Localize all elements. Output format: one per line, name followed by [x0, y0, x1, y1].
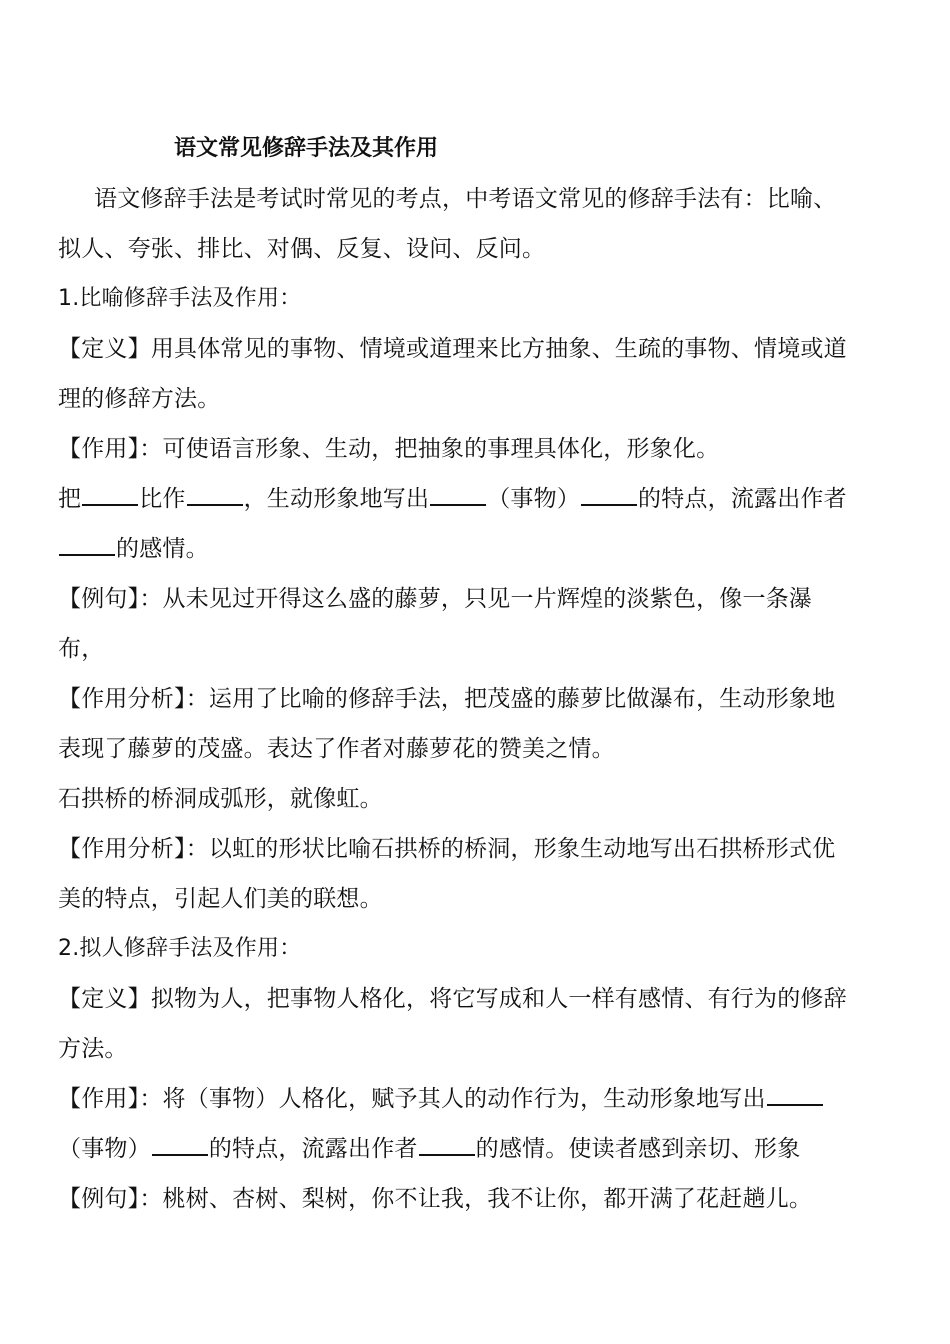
section2-heading: 2.拟人修辞手法及作用：: [58, 936, 302, 961]
template-part: ，生动形象地写出: [243, 486, 430, 512]
intro-paragraph: 语文修辞手法是考试时常见的考点，中考语文常见的修辞手法有：比喻、拟人、夸张、排比、对偶、反复、设问、反问。: [58, 186, 837, 262]
definition-text: 用具体常见的事物、情境或道理来比方抽象、生疏的事物、情境或道理的修辞方法。: [58, 336, 847, 412]
fill-blank: [767, 1082, 823, 1106]
section2-effect: [58, 1074, 850, 1174]
section1-analysis1: [58, 674, 850, 774]
section1-template: [58, 474, 850, 574]
definition-label: 【定义】: [58, 986, 151, 1012]
section1-analysis2: [58, 824, 850, 924]
section2-definition: [58, 974, 850, 1074]
definition-label: 【定义】: [58, 336, 151, 362]
section2-example: [58, 1174, 850, 1224]
document-page: [58, 124, 850, 1224]
example-text: ：桃树、杏树、梨树，你不让我，我不让你，都开满了花赶趟儿。: [139, 1186, 813, 1212]
effect-label: 【作用】: [58, 1086, 140, 1112]
analysis-text: ：运用了比喻的修辞手法，把茂盛的藤萝比做瀑布，生动形象地表现了藤萝的茂盛。表达了作者对藤萝花的赞美之情。: [58, 686, 836, 762]
effect-text: 可使语言形象、生动，把抽象的事理具体化，形象化。: [162, 436, 720, 462]
template-part: 把: [58, 486, 82, 512]
fill-blank: [581, 482, 637, 506]
document-title: 语文常见修辞手法及其作用: [174, 136, 439, 161]
section1-heading: 1.比喻修辞手法及作用：: [58, 286, 302, 311]
effect-text-part: （事物）: [58, 1136, 151, 1162]
section1-effect: [58, 424, 850, 474]
analysis-text: ：以虹的形状比喻石拱桥的桥洞，形象生动地写出石拱桥形式优美的特点，引起人们美的联想。: [58, 836, 836, 912]
definition-text: 拟物为人，把事物人格化，将它写成和人一样有感情、有行为的修辞方法。: [58, 986, 847, 1062]
fill-blank: [187, 482, 243, 506]
effect-text: ：将（事物）人格化，赋予其人的动作行为，生动形象地写出: [139, 1086, 766, 1112]
section1-example: [58, 574, 850, 674]
fill-blank: [59, 532, 115, 556]
template-part: 的感情。: [116, 536, 209, 562]
example-label: 【例句】: [58, 586, 140, 612]
section1-definition: [58, 324, 850, 424]
fill-blank: [430, 482, 486, 506]
section1-example2: 石拱桥的桥洞成弧形，就像虹。: [58, 786, 383, 812]
fill-blank: [152, 1132, 208, 1156]
template-part: （事物）: [487, 486, 581, 512]
template-part: 的特点，流露出作者: [638, 486, 847, 512]
effect-text-part: 的感情。使读者感到亲切、形象: [475, 1136, 801, 1162]
analysis-label: 【作用分析】: [58, 836, 186, 862]
template-part: 比作: [139, 486, 186, 512]
effect-label: 【作用】：: [58, 436, 163, 462]
analysis-label: 【作用分析】: [58, 686, 186, 712]
effect-text-part: 的特点，流露出作者: [208, 1136, 418, 1162]
example-label: 【例句】: [58, 1186, 140, 1212]
example-text: ：从未见过开得这么盛的藤萝，只见一片辉煌的淡紫色，像一条瀑布，: [58, 586, 813, 662]
fill-blank: [82, 482, 138, 506]
fill-blank: [419, 1132, 475, 1156]
